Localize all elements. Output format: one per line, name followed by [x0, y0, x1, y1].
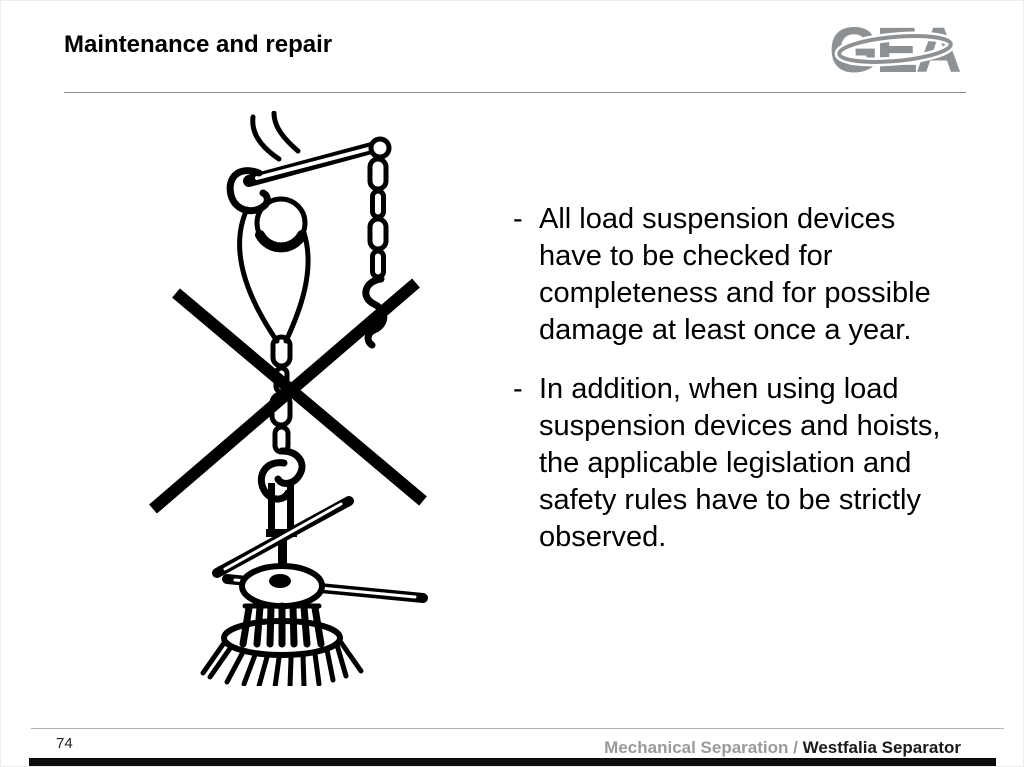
footer-section: Mechanical Separation /	[604, 738, 803, 757]
bullet-marker: -	[513, 373, 523, 405]
bullet-text-block	[513, 201, 1003, 556]
bottom-progress-bar	[29, 758, 996, 767]
bullet-text: All load suspension devices have to be checked for completeness and for possible damage at least once a year.	[539, 203, 931, 346]
bowl-cone	[203, 641, 361, 686]
gea-logo-letters: GEA	[829, 15, 959, 83]
crossed-out-hoist-illustration	[131, 111, 451, 686]
page-title: Maintenance and repair	[64, 31, 333, 58]
pulley-shade	[260, 235, 302, 247]
flange-hole	[269, 574, 291, 588]
bullet-text: In addition, when using load suspension devices and hoists, the applicable legislation and safety rules have to be strictly observed.	[539, 373, 941, 553]
gea-logo	[829, 15, 981, 83]
bullet-item	[513, 371, 1003, 556]
cable-line	[274, 113, 298, 151]
bullet-item	[513, 201, 1003, 349]
footer-brand: Westfalia Separator	[802, 738, 961, 757]
page-number: 74	[56, 735, 73, 752]
bottom-hook-right	[278, 451, 302, 483]
prohibition-x	[153, 283, 423, 509]
footer-text	[604, 738, 961, 758]
header-divider	[64, 92, 966, 93]
right-chain	[370, 159, 386, 277]
footer-divider	[31, 728, 1004, 729]
bullet-marker: -	[513, 203, 523, 235]
bar-eye	[371, 139, 389, 157]
